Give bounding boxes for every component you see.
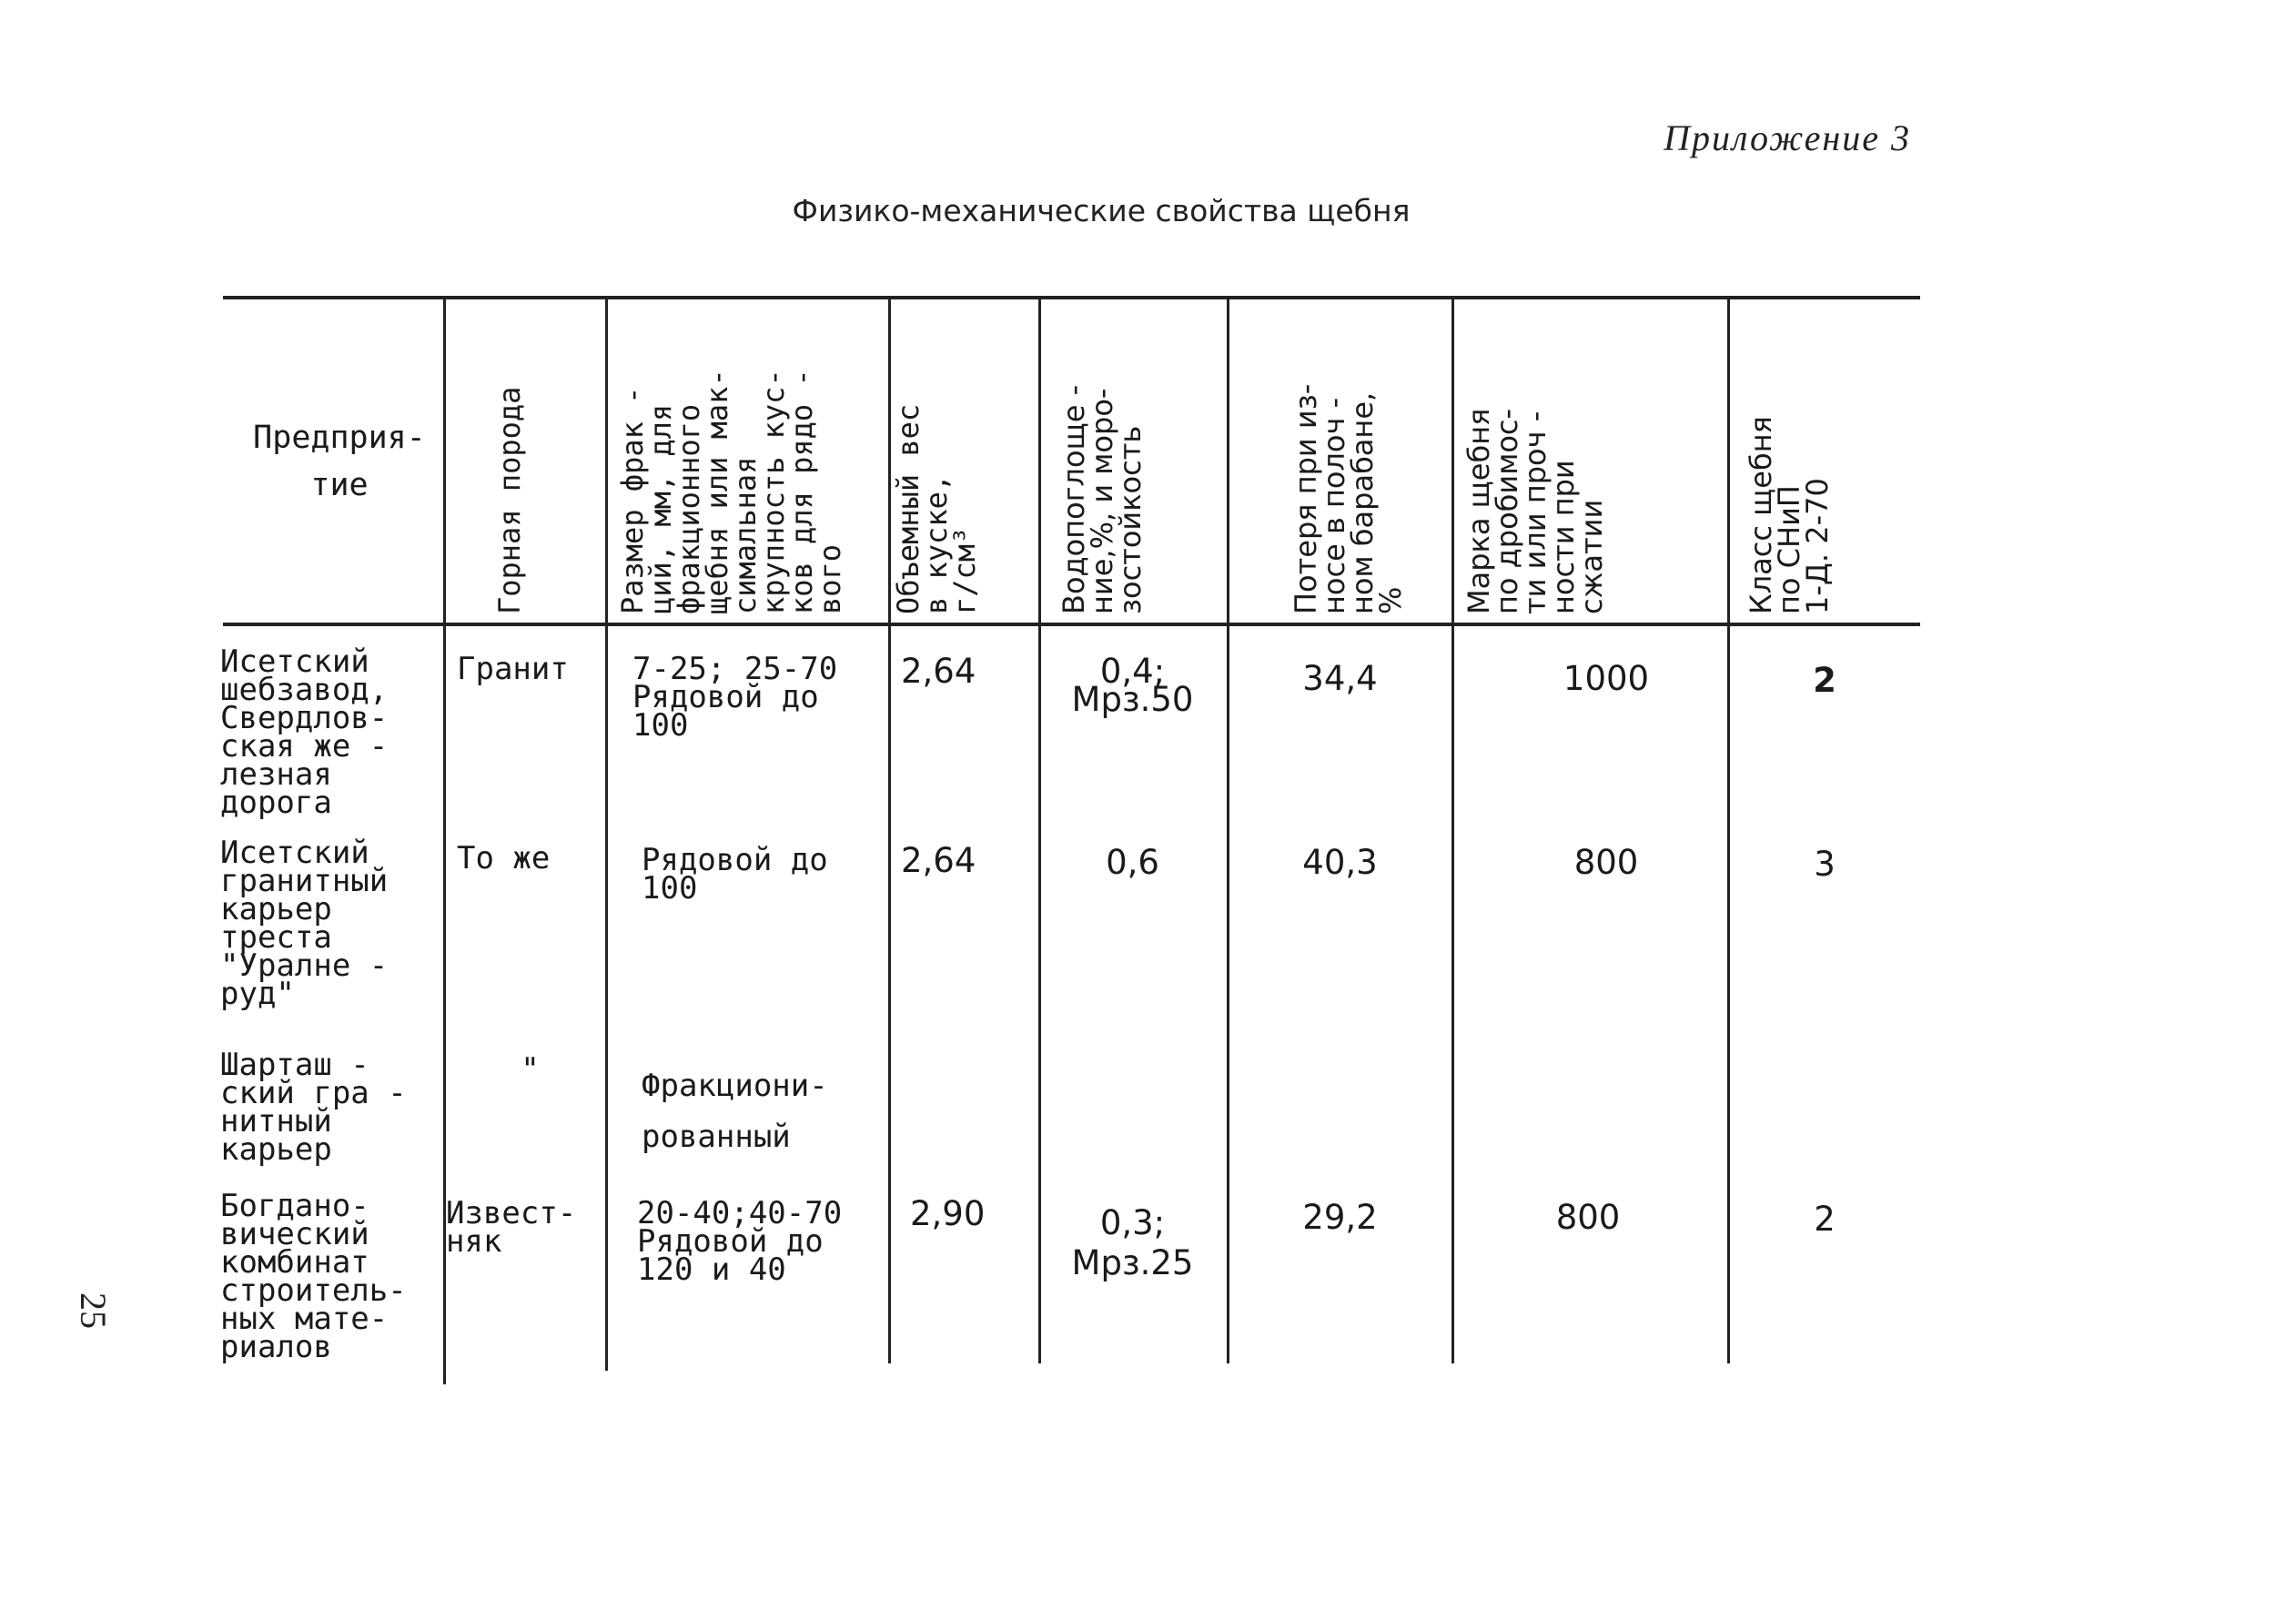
header-enterprise: Предприя- тие — [253, 420, 426, 503]
row2-water: 0,6 — [1106, 843, 1159, 882]
row4-enterprise: Богдано- вический комбинат строитель- ных мате- риалов — [220, 1188, 407, 1365]
row1-density: 2,64 — [901, 652, 976, 691]
header-water: Водопоглоще - ние,%, и моро- зостойкость — [1057, 384, 1148, 614]
row4-class: 2 — [1814, 1200, 1836, 1239]
table-header-rule — [223, 623, 1920, 626]
page-number: 25 — [73, 1292, 114, 1329]
row2-enterprise: Исетский гранитный карьер треста "Уралне - руд" — [220, 835, 389, 1012]
row1-water: 0,4; Мрз.50 — [1071, 652, 1194, 719]
row1-rock: Гранит — [457, 651, 569, 687]
row4-rock: Извест- няк — [446, 1195, 577, 1260]
row4-fraction: 20-40;40-70 Рядовой до 120 и 40 — [637, 1195, 843, 1288]
row3-rock: " — [521, 1051, 540, 1088]
page-title: Физико-механические свойства щебня — [792, 193, 1411, 228]
row4-water: 0,3; Мрз.25 — [1071, 1203, 1194, 1282]
row1-loss: 34,4 — [1302, 659, 1378, 698]
row1-fraction: 7-25; 25-70 Рядовой до 100 — [632, 651, 838, 744]
row2-rock: То же — [457, 840, 551, 876]
header-density: Объемный вес в куске, г/см³ — [891, 403, 982, 614]
row2-fraction: Рядовой до 100 — [642, 842, 828, 907]
column-divider — [1727, 297, 1730, 1363]
row3-fraction: Фракциони- рованный — [642, 1068, 828, 1155]
header-loss: Потеря при из- носе в полоч - ном барабане, % — [1289, 383, 1408, 614]
row3-enterprise: Шарташ - ский гра - нитный карьер — [220, 1047, 407, 1168]
header-grade: Марка щебня по дробимос- ти или проч - ности при сжатии — [1462, 408, 1609, 614]
row1-class: 2 — [1813, 661, 1836, 700]
header-class: Класс щебня по СНиП 1-Д. 2-70 — [1744, 416, 1835, 614]
table-top-rule — [223, 296, 1920, 299]
row4-grade: 800 — [1555, 1198, 1621, 1237]
row1-grade: 1000 — [1563, 659, 1650, 698]
row2-grade: 800 — [1573, 843, 1639, 882]
header-fraction: Размер фрак - ций, мм, для фракционного щебня или мак- симальная крупность кус- ков для рядо - вого — [615, 369, 847, 614]
appendix-label: Приложение 3 — [1664, 117, 1911, 158]
column-divider — [1451, 297, 1454, 1363]
row1-enterprise: Исетский шебзавод, Свердлов- ская же - лезная дорога — [220, 643, 389, 821]
row2-class: 3 — [1814, 845, 1836, 884]
row2-loss: 40,3 — [1302, 843, 1378, 882]
row4-density: 2,90 — [910, 1194, 986, 1233]
row4-loss: 29,2 — [1302, 1198, 1378, 1237]
row2-density: 2,64 — [901, 841, 976, 880]
column-divider — [605, 297, 608, 1371]
header-rock: Горная порода — [492, 386, 527, 614]
